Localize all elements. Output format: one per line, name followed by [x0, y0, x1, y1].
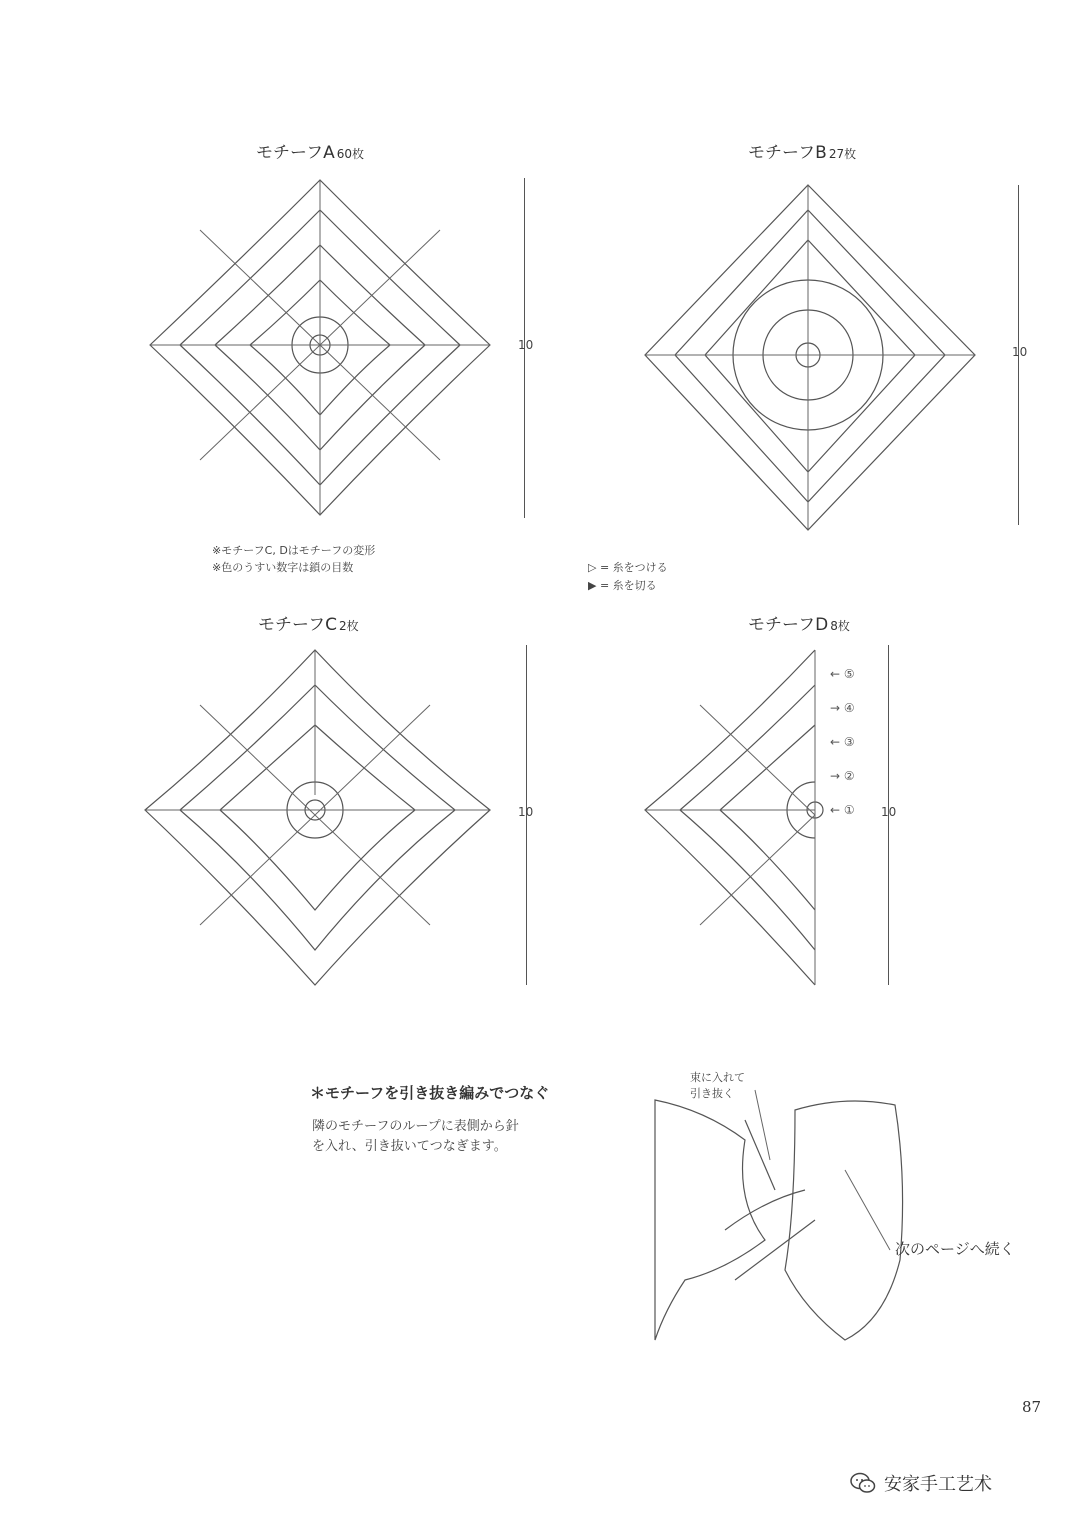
round-label-4: → ④ — [830, 701, 855, 715]
wechat-icon — [850, 1472, 876, 1494]
motif-a-chart — [140, 170, 500, 530]
joining-title: ＊モチーフを引き抜き編みでつなぐ — [310, 1084, 550, 1102]
motif-d-round-labels — [830, 657, 855, 827]
watermark — [850, 1470, 992, 1496]
motif-c-size: 10 — [518, 805, 534, 819]
motif-d-title: モチーフD 8枚 — [748, 615, 850, 635]
round-label-3: ← ③ — [830, 735, 855, 749]
round-label-1: ← ① — [830, 803, 855, 817]
watermark-text: 安家手工艺术 — [884, 1474, 992, 1495]
joining-body-line-1: 隣のモチーフのループに表側から針 — [312, 1119, 519, 1134]
motif-d-size: 10 — [881, 805, 897, 819]
legend-cut-yarn: ▶ = 糸を切る — [588, 579, 657, 592]
round-label-5: ← ⑤ — [830, 667, 855, 681]
note-chain-count: ※色のうすい数字は鎖の目数 — [212, 561, 354, 574]
page-number: 87 — [1022, 1398, 1042, 1416]
legend-attach-yarn: ▷ = 糸をつける — [588, 561, 668, 574]
motif-b-size: 10 — [1012, 345, 1028, 359]
motif-a-size: 10 — [518, 338, 534, 352]
joining-callout-line-2: 引き抜く — [690, 1087, 734, 1100]
motif-b-chart — [640, 180, 990, 535]
motif-d-chart — [640, 645, 820, 995]
joining-illustration — [645, 1090, 915, 1350]
round-label-2: → ② — [830, 769, 855, 783]
continued-next-page: 次のページへ続く — [895, 1240, 1015, 1258]
joining-callout-line-1: 束に入れて — [690, 1071, 745, 1084]
note-variant: ※モチーフC, Dはモチーフの変形 — [212, 544, 376, 557]
motif-c-title: モチーフC 2枚 — [258, 615, 359, 635]
motif-c-chart — [140, 645, 500, 995]
motif-a-title: モチーフA 60枚 — [256, 143, 365, 163]
joining-body-line-2: を入れ、引き抜いてつなぎます。 — [312, 1139, 507, 1154]
motif-b-title: モチーフB 27枚 — [748, 143, 857, 163]
